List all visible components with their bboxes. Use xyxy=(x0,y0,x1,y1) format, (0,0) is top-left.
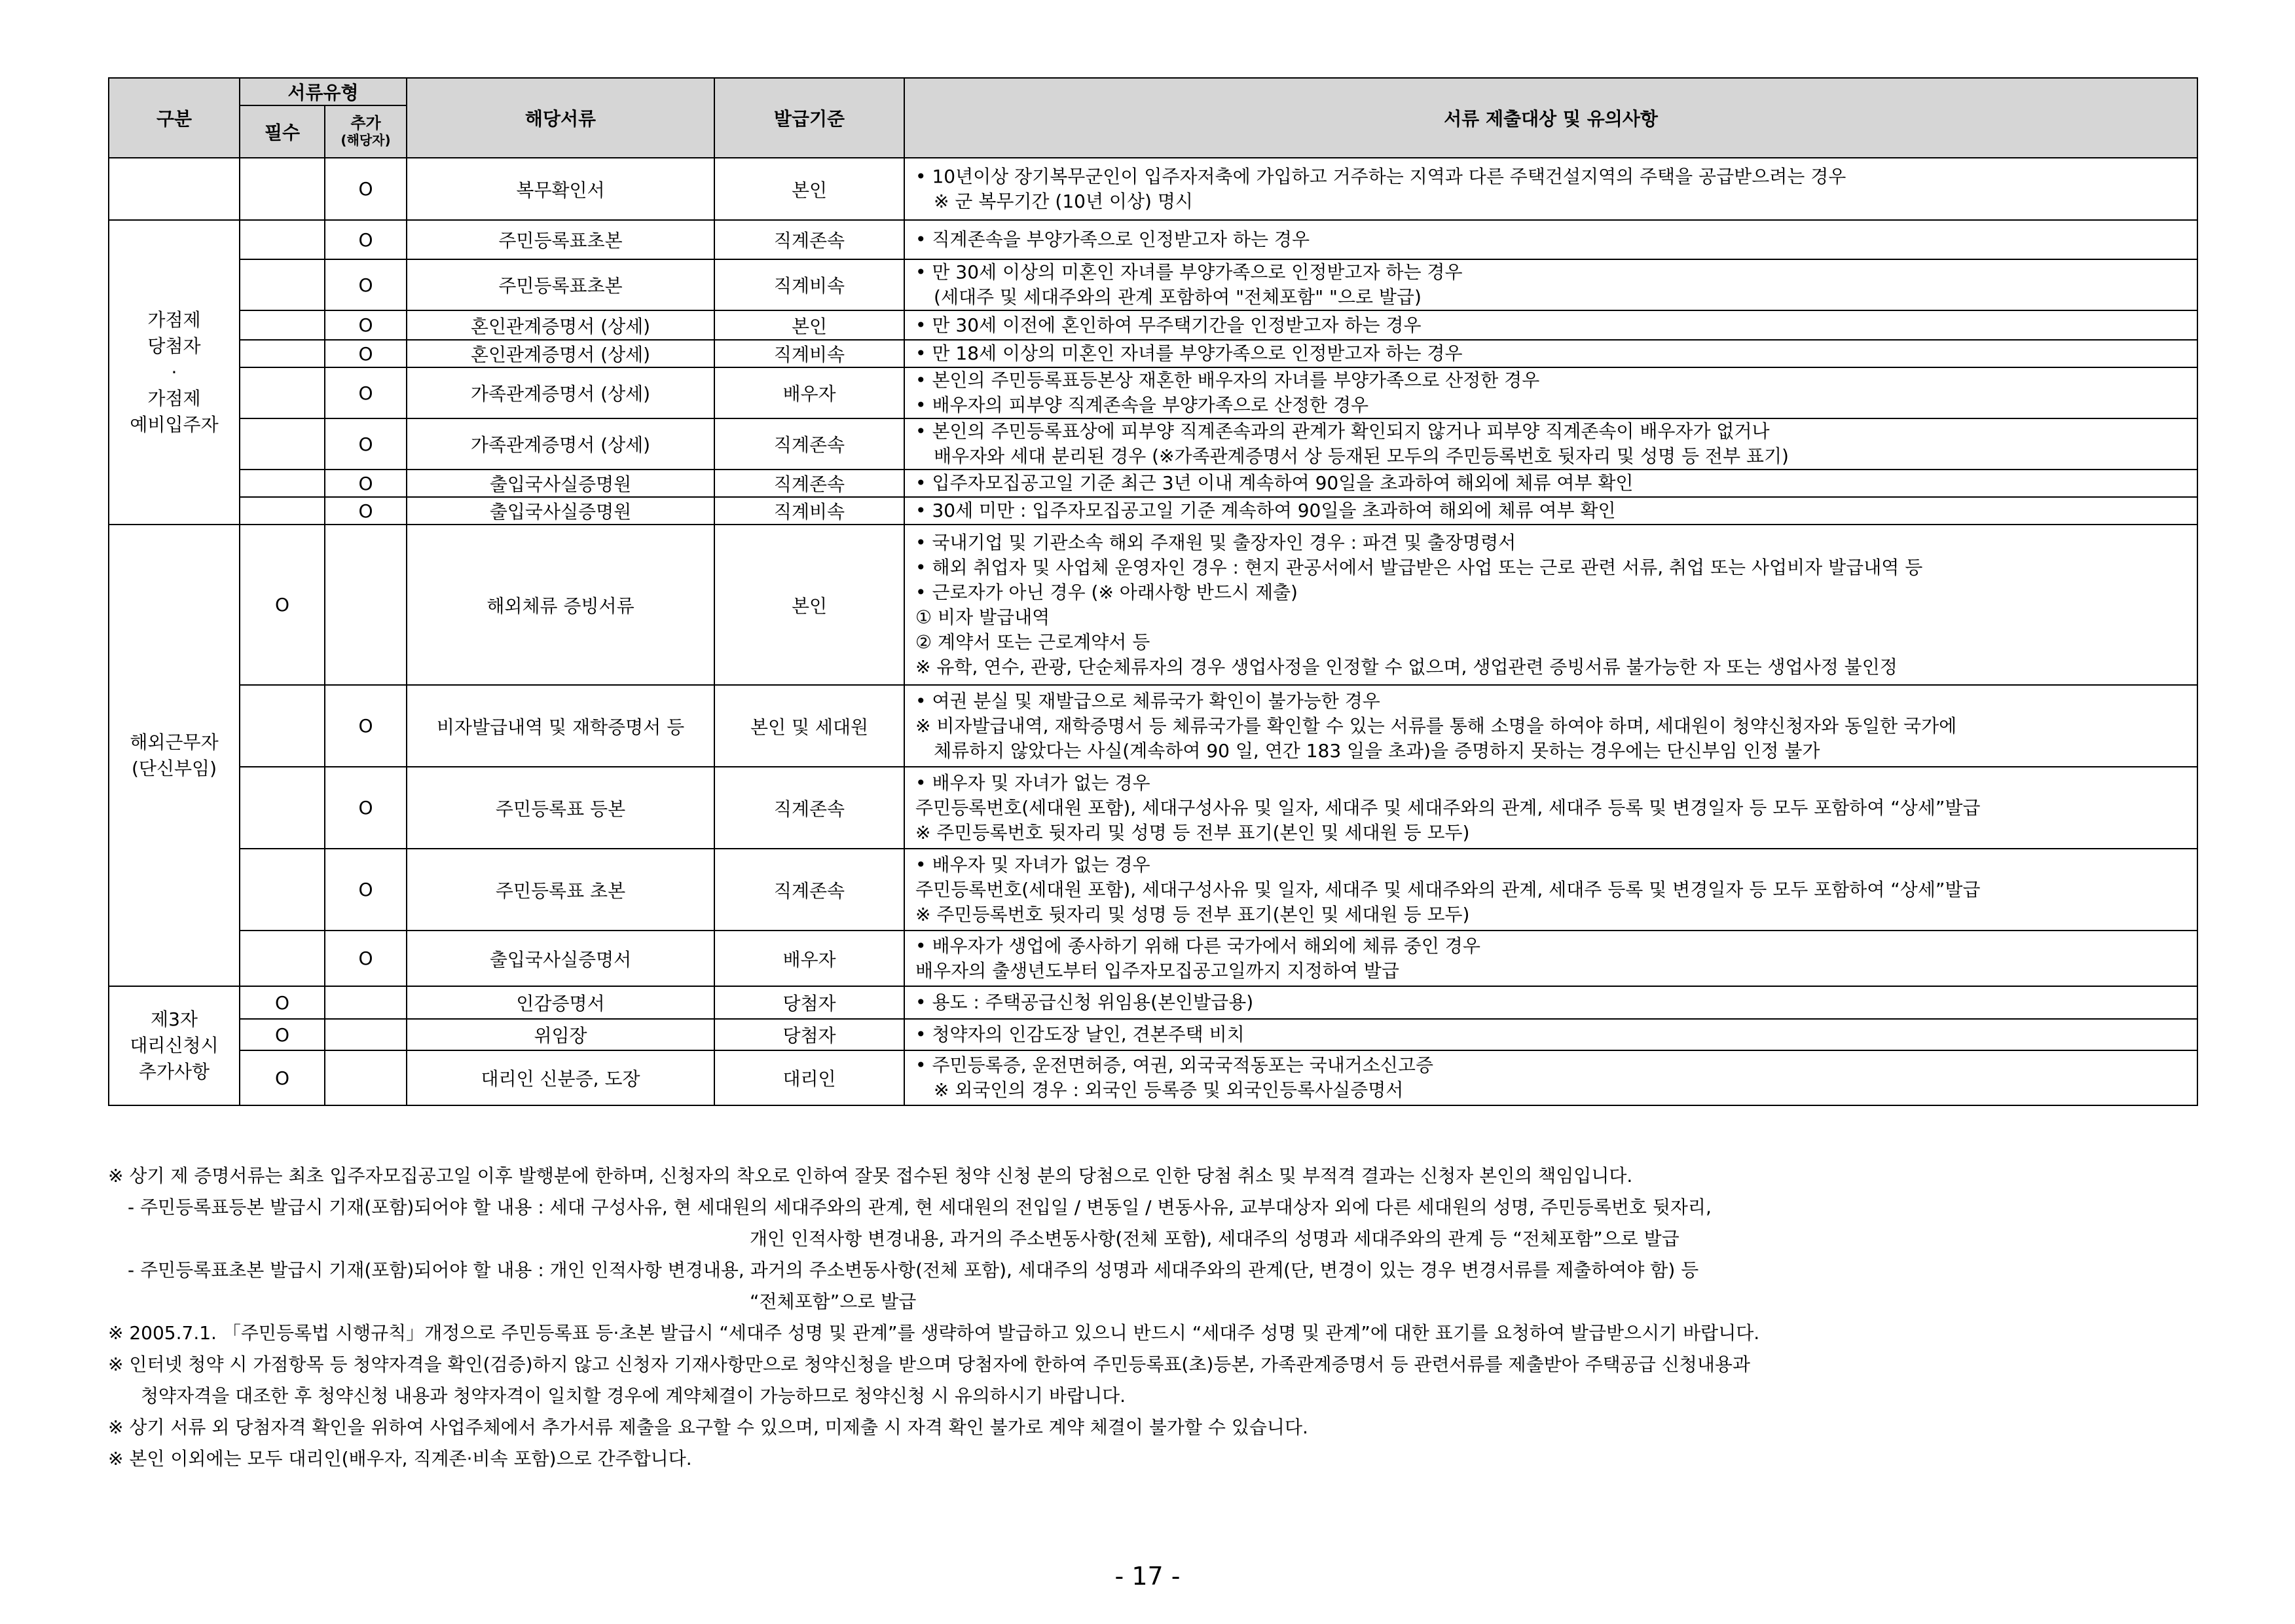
additional-cell xyxy=(325,1050,407,1105)
required-cell xyxy=(240,158,325,220)
table-row xyxy=(109,1050,2197,1105)
document-cell: 혼인관계증명서 (상세) xyxy=(407,310,714,340)
header-doc-type: 서류유형 xyxy=(240,78,407,105)
notes-cell xyxy=(904,418,2197,470)
additional-cell xyxy=(325,986,407,1019)
header-issue-basis: 발급기준 xyxy=(714,78,904,158)
document-cell: 대리인 신분증, 도장 xyxy=(407,1050,714,1105)
footnote-line: 개인 인적사항 변경내용, 과거의 주소변동사항(전체 포함), 세대주의 성명과 세대주와의 관계 등 “전체포함”으로 발급 xyxy=(750,1228,1680,1249)
notes-cell xyxy=(904,158,2197,220)
table-row xyxy=(109,310,2197,340)
required-cell: O xyxy=(240,986,325,1019)
required-cell xyxy=(240,259,325,310)
footnote-line: ※ 2005.7.1. 「주민등록법 시행규칙」개정으로 주민등록표 등·초본 발급시 “세대주 성명 및 관계”를 생략하여 발급하고 있으니 반드시 “세대주 성명 및 관계”에 대한 표기를 요청하여 발급받으시기 바랍니다. xyxy=(108,1322,1760,1344)
category-cell: 해외근무자 (단신부임) xyxy=(109,525,240,986)
header-additional-sub: (해당자) xyxy=(340,132,391,148)
additional-cell: O xyxy=(325,418,407,470)
additional-cell: O xyxy=(325,849,407,931)
issue-basis-cell: 직계존속 xyxy=(714,220,904,259)
table-body xyxy=(109,158,2197,1105)
footnote-line: ※ 본인 이외에는 모두 대리인(배우자, 직계존·비속 포함)으로 간주합니다. xyxy=(108,1448,692,1469)
note-line: (세대주 및 세대주와의 관계 포함하여 "전체포함" "으로 발급) xyxy=(934,286,1422,308)
note-line: 주민등록번호(세대원 포함), 세대구성사유 및 일자, 세대주 및 세대주와의 관계, 세대주 등록 및 변경일자 등 모두 포함하여 “상세”발급 xyxy=(915,878,1981,900)
note-line: ※ 군 복무기간 (10년 이상) 명시 xyxy=(934,190,1193,212)
issue-basis-cell: 본인 xyxy=(714,525,904,685)
issue-basis-cell: 직계비속 xyxy=(714,340,904,367)
note-line: • 주민등록증, 운전면허증, 여권, 외국국적동포는 국내거소신고증 xyxy=(915,1053,2192,1078)
issue-basis-cell: 배우자 xyxy=(714,931,904,986)
note-line: • 배우자 및 자녀가 없는 경우 xyxy=(915,771,2192,796)
notes-cell xyxy=(904,1050,2197,1105)
note-line: • 근로자가 아닌 경우 (※ 아래사항 반드시 제출) xyxy=(915,580,2192,605)
document-cell: 해외체류 증빙서류 xyxy=(407,525,714,685)
note-line: 주민등록번호(세대원 포함), 세대구성사유 및 일자, 세대주 및 세대주와의 관계, 세대주 등록 및 변경일자 등 모두 포함하여 “상세”발급 xyxy=(915,796,1981,819)
table-row xyxy=(109,418,2197,470)
table-row xyxy=(109,158,2197,220)
note-line: • 만 30세 이상의 미혼인 자녀를 부양가족으로 인정받고자 하는 경우 xyxy=(915,260,2192,285)
document-cell: 가족관계증명서 (상세) xyxy=(407,418,714,470)
issue-basis-cell: 직계존속 xyxy=(714,767,904,849)
note-line: • 30세 미만 : 입주자모집공고일 기준 계속하여 90일을 초과하여 해외에 체류 여부 확인 xyxy=(915,498,2192,523)
table-row xyxy=(109,849,2197,931)
header-required: 필수 xyxy=(240,105,325,158)
document-cell: 출입국사실증명원 xyxy=(407,497,714,525)
table-row xyxy=(109,525,2197,685)
table-row xyxy=(109,497,2197,525)
footnotes xyxy=(108,1160,2203,1475)
notes-cell xyxy=(904,1019,2197,1050)
notes-cell xyxy=(904,525,2197,685)
note-line: • 본인의 주민등록표상에 피부양 직계존속과의 관계가 확인되지 않거나 피부양 직계존속이 배우자가 없거나 xyxy=(915,419,2192,444)
note-line: • 용도 : 주택공급신청 위임용(본인발급용) xyxy=(915,990,2192,1015)
table-row xyxy=(109,931,2197,986)
required-cell: O xyxy=(240,1019,325,1050)
note-line: • 배우자 및 자녀가 없는 경우 xyxy=(915,853,2192,877)
category-cell: 제3자 대리신청시 추가사항 xyxy=(109,986,240,1105)
required-cell xyxy=(240,418,325,470)
additional-cell: O xyxy=(325,310,407,340)
issue-basis-cell: 본인 및 세대원 xyxy=(714,685,904,767)
document-cell: 주민등록표초본 xyxy=(407,259,714,310)
note-line: • 10년이상 장기복무군인이 입주자저축에 가입하고 거주하는 지역과 다른 주택건설지역의 주택을 공급받으려는 경우 xyxy=(915,164,2192,189)
additional-cell xyxy=(325,525,407,685)
required-documents-table xyxy=(108,77,2198,1106)
note-line: 배우자와 세대 분리된 경우 (※가족관계증명서 상 등재된 모두의 주민등록번호 뒷자리 및 성명 등 전부 표기) xyxy=(934,445,1789,467)
page-number: - 17 - xyxy=(1114,1562,1181,1591)
table-row xyxy=(109,685,2197,767)
document-cell: 주민등록표초본 xyxy=(407,220,714,259)
table-row xyxy=(109,259,2197,310)
required-cell xyxy=(240,497,325,525)
issue-basis-cell: 당첨자 xyxy=(714,1019,904,1050)
required-cell xyxy=(240,220,325,259)
document-cell: 인감증명서 xyxy=(407,986,714,1019)
additional-cell: O xyxy=(325,685,407,767)
document-cell: 출입국사실증명원 xyxy=(407,470,714,497)
additional-cell: O xyxy=(325,497,407,525)
header-document: 해당서류 xyxy=(407,78,714,158)
footnote-line: ※ 상기 서류 외 당첨자격 확인을 위하여 사업주체에서 추가서류 제출을 요구할 수 있으며, 미제출 시 자격 확인 불가로 계약 체결이 불가할 수 있습니다. xyxy=(108,1416,1308,1438)
document-cell: 비자발급내역 및 재학증명서 등 xyxy=(407,685,714,767)
additional-cell: O xyxy=(325,367,407,418)
issue-basis-cell: 배우자 xyxy=(714,367,904,418)
table-row xyxy=(109,1019,2197,1050)
notes-cell xyxy=(904,849,2197,931)
note-line: • 배우자가 생업에 종사하기 위해 다른 국가에서 해외에 체류 중인 경우 xyxy=(915,934,2192,959)
category-cell: 가점제 당첨자 · 가점제 예비입주자 xyxy=(109,220,240,525)
additional-cell: O xyxy=(325,220,407,259)
notes-cell xyxy=(904,497,2197,525)
additional-cell: O xyxy=(325,259,407,310)
document-cell: 가족관계증명서 (상세) xyxy=(407,367,714,418)
note-line: • 배우자의 피부양 직계존속을 부양가족으로 산정한 경우 xyxy=(915,393,2192,418)
table-row xyxy=(109,767,2197,849)
additional-cell: O xyxy=(325,340,407,367)
note-line: • 국내기업 및 기관소속 해외 주재원 및 출장자인 경우 : 파견 및 출장명령서 xyxy=(915,530,2192,555)
category-cell xyxy=(109,158,240,220)
table-row xyxy=(109,367,2197,418)
required-cell: O xyxy=(240,1050,325,1105)
issue-basis-cell: 직계비속 xyxy=(714,497,904,525)
note-line: ※ 외국인의 경우 : 외국인 등록증 및 외국인등록사실증명서 xyxy=(934,1079,1404,1101)
header-category: 구분 xyxy=(109,78,240,158)
notes-cell xyxy=(904,367,2197,418)
required-cell xyxy=(240,470,325,497)
issue-basis-cell: 직계존속 xyxy=(714,418,904,470)
notes-cell xyxy=(904,220,2197,259)
note-line: 체류하지 않았다는 사실(계속하여 90 일, 연간 183 일을 초과)을 증명하지 못하는 경우에는 단신부임 인정 불가 xyxy=(934,739,1820,762)
footnote-line: - 주민등록표등본 발급시 기재(포함)되어야 할 내용 : 세대 구성사유, 현 세대원의 세대주와의 관계, 현 세대원의 전입일 / 변동일 / 변동사유, 교부대상자 외에 다른 세대원의 성명, 주민등록번호 뒷자리, xyxy=(128,1196,1712,1218)
table-row xyxy=(109,470,2197,497)
document-cell: 주민등록표 등본 xyxy=(407,767,714,849)
table-row xyxy=(109,220,2197,259)
required-cell xyxy=(240,367,325,418)
notes-cell xyxy=(904,340,2197,367)
document-cell: 혼인관계증명서 (상세) xyxy=(407,340,714,367)
document-cell: 복무확인서 xyxy=(407,158,714,220)
footnote-line: “전체포함”으로 발급 xyxy=(750,1291,917,1312)
footnote-line: ※ 상기 제 증명서류는 최초 입주자모집공고일 이후 발행분에 한하며, 신청자의 착오로 인하여 잘못 접수된 청약 신청 분의 당첨으로 인한 당첨 취소 및 부적격 결과는 신청자 본인의 책임입니다. xyxy=(108,1165,1633,1187)
additional-cell: O xyxy=(325,470,407,497)
issue-basis-cell: 직계존속 xyxy=(714,470,904,497)
issue-basis-cell: 본인 xyxy=(714,310,904,340)
notes-cell xyxy=(904,259,2197,310)
additional-cell: O xyxy=(325,931,407,986)
header-additional xyxy=(325,105,407,158)
note-line: ※ 주민등록번호 뒷자리 및 성명 등 전부 표기(본인 및 세대원 등 모두) xyxy=(915,821,1470,843)
note-line: 배우자의 출생년도부터 입주자모집공고일까지 지정하여 발급 xyxy=(915,959,1399,982)
note-line: • 청약자의 인감도장 날인, 견본주택 비치 xyxy=(915,1022,2192,1047)
note-line: ※ 주민등록번호 뒷자리 및 성명 등 전부 표기(본인 및 세대원 등 모두) xyxy=(915,903,1470,925)
notes-cell xyxy=(904,685,2197,767)
issue-basis-cell: 대리인 xyxy=(714,1050,904,1105)
note-line: • 입주자모집공고일 기준 최근 3년 이내 계속하여 90일을 초과하여 해외에 체류 여부 확인 xyxy=(915,471,2192,496)
issue-basis-cell: 당첨자 xyxy=(714,986,904,1019)
notes-cell xyxy=(904,767,2197,849)
issue-basis-cell: 본인 xyxy=(714,158,904,220)
additional-cell: O xyxy=(325,158,407,220)
note-line: • 만 30세 이전에 혼인하여 무주택기간을 인정받고자 하는 경우 xyxy=(915,313,2192,338)
table-row xyxy=(109,986,2197,1019)
footnote-line: 청약자격을 대조한 후 청약신청 내용과 청약자격이 일치할 경우에 계약체결이 가능하므로 청약신청 시 유의하시기 바랍니다. xyxy=(141,1385,1126,1407)
header-notes: 서류 제출대상 및 유의사항 xyxy=(904,78,2197,158)
required-cell xyxy=(240,685,325,767)
required-cell: O xyxy=(240,525,325,685)
note-line: ※ 유학, 연수, 관광, 단순체류자의 경우 생업사정을 인정할 수 없으며, 생업관련 증빙서류 불가능한 자 또는 생업사정 불인정 xyxy=(915,655,1898,678)
notes-cell xyxy=(904,986,2197,1019)
note-line: ① 비자 발급내역 xyxy=(915,606,1050,628)
note-line: ② 계약서 또는 근로계약서 등 xyxy=(915,631,1150,653)
note-line: • 본인의 주민등록표등본상 재혼한 배우자의 자녀를 부양가족으로 산정한 경우 xyxy=(915,368,2192,393)
document-cell: 위임장 xyxy=(407,1019,714,1050)
document-cell: 출입국사실증명서 xyxy=(407,931,714,986)
footnote-line: - 주민등록표초본 발급시 기재(포함)되어야 할 내용 : 개인 인적사항 변경내용, 과거의 주소변동사항(전체 포함), 세대주의 성명과 세대주와의 관계(단, 변경이 있는 경우 변경서류를 제출하여야 함) 등 xyxy=(128,1259,1699,1281)
footnote-line: ※ 인터넷 청약 시 가점항목 등 청약자격을 확인(검증)하지 않고 신청자 기재사항만으로 청약신청을 받으며 당첨자에 한하여 주민등록표(초)등본, 가족관계증명서 등 관련서류를 제출받아 주택공급 신청내용과 xyxy=(108,1354,1750,1375)
notes-cell xyxy=(904,470,2197,497)
note-line: • 만 18세 이상의 미혼인 자녀를 부양가족으로 인정받고자 하는 경우 xyxy=(915,341,2192,366)
required-cell xyxy=(240,310,325,340)
additional-cell: O xyxy=(325,767,407,849)
issue-basis-cell: 직계비속 xyxy=(714,259,904,310)
additional-cell xyxy=(325,1019,407,1050)
required-cell xyxy=(240,340,325,367)
issue-basis-cell: 직계존속 xyxy=(714,849,904,931)
note-line: ※ 비자발급내역, 재학증명서 등 체류국가를 확인할 수 있는 서류를 통해 소명을 하여야 하며, 세대원이 청약신청자와 동일한 국가에 xyxy=(915,714,1957,737)
notes-cell xyxy=(904,931,2197,986)
note-line: • 여권 분실 및 재발급으로 체류국가 확인이 불가능한 경우 xyxy=(915,689,2192,714)
header-additional-label: 추가 xyxy=(350,114,381,132)
required-cell xyxy=(240,931,325,986)
note-line: • 해외 취업자 및 사업체 운영자인 경우 : 현지 관공서에서 발급받은 사업 또는 근로 관련 서류, 취업 또는 사업비자 발급내역 등 xyxy=(915,555,2192,580)
table-row xyxy=(109,340,2197,367)
note-line: • 직계존속을 부양가족으로 인정받고자 하는 경우 xyxy=(915,227,2192,252)
notes-cell xyxy=(904,310,2197,340)
required-cell xyxy=(240,849,325,931)
document-cell: 주민등록표 초본 xyxy=(407,849,714,931)
required-cell xyxy=(240,767,325,849)
